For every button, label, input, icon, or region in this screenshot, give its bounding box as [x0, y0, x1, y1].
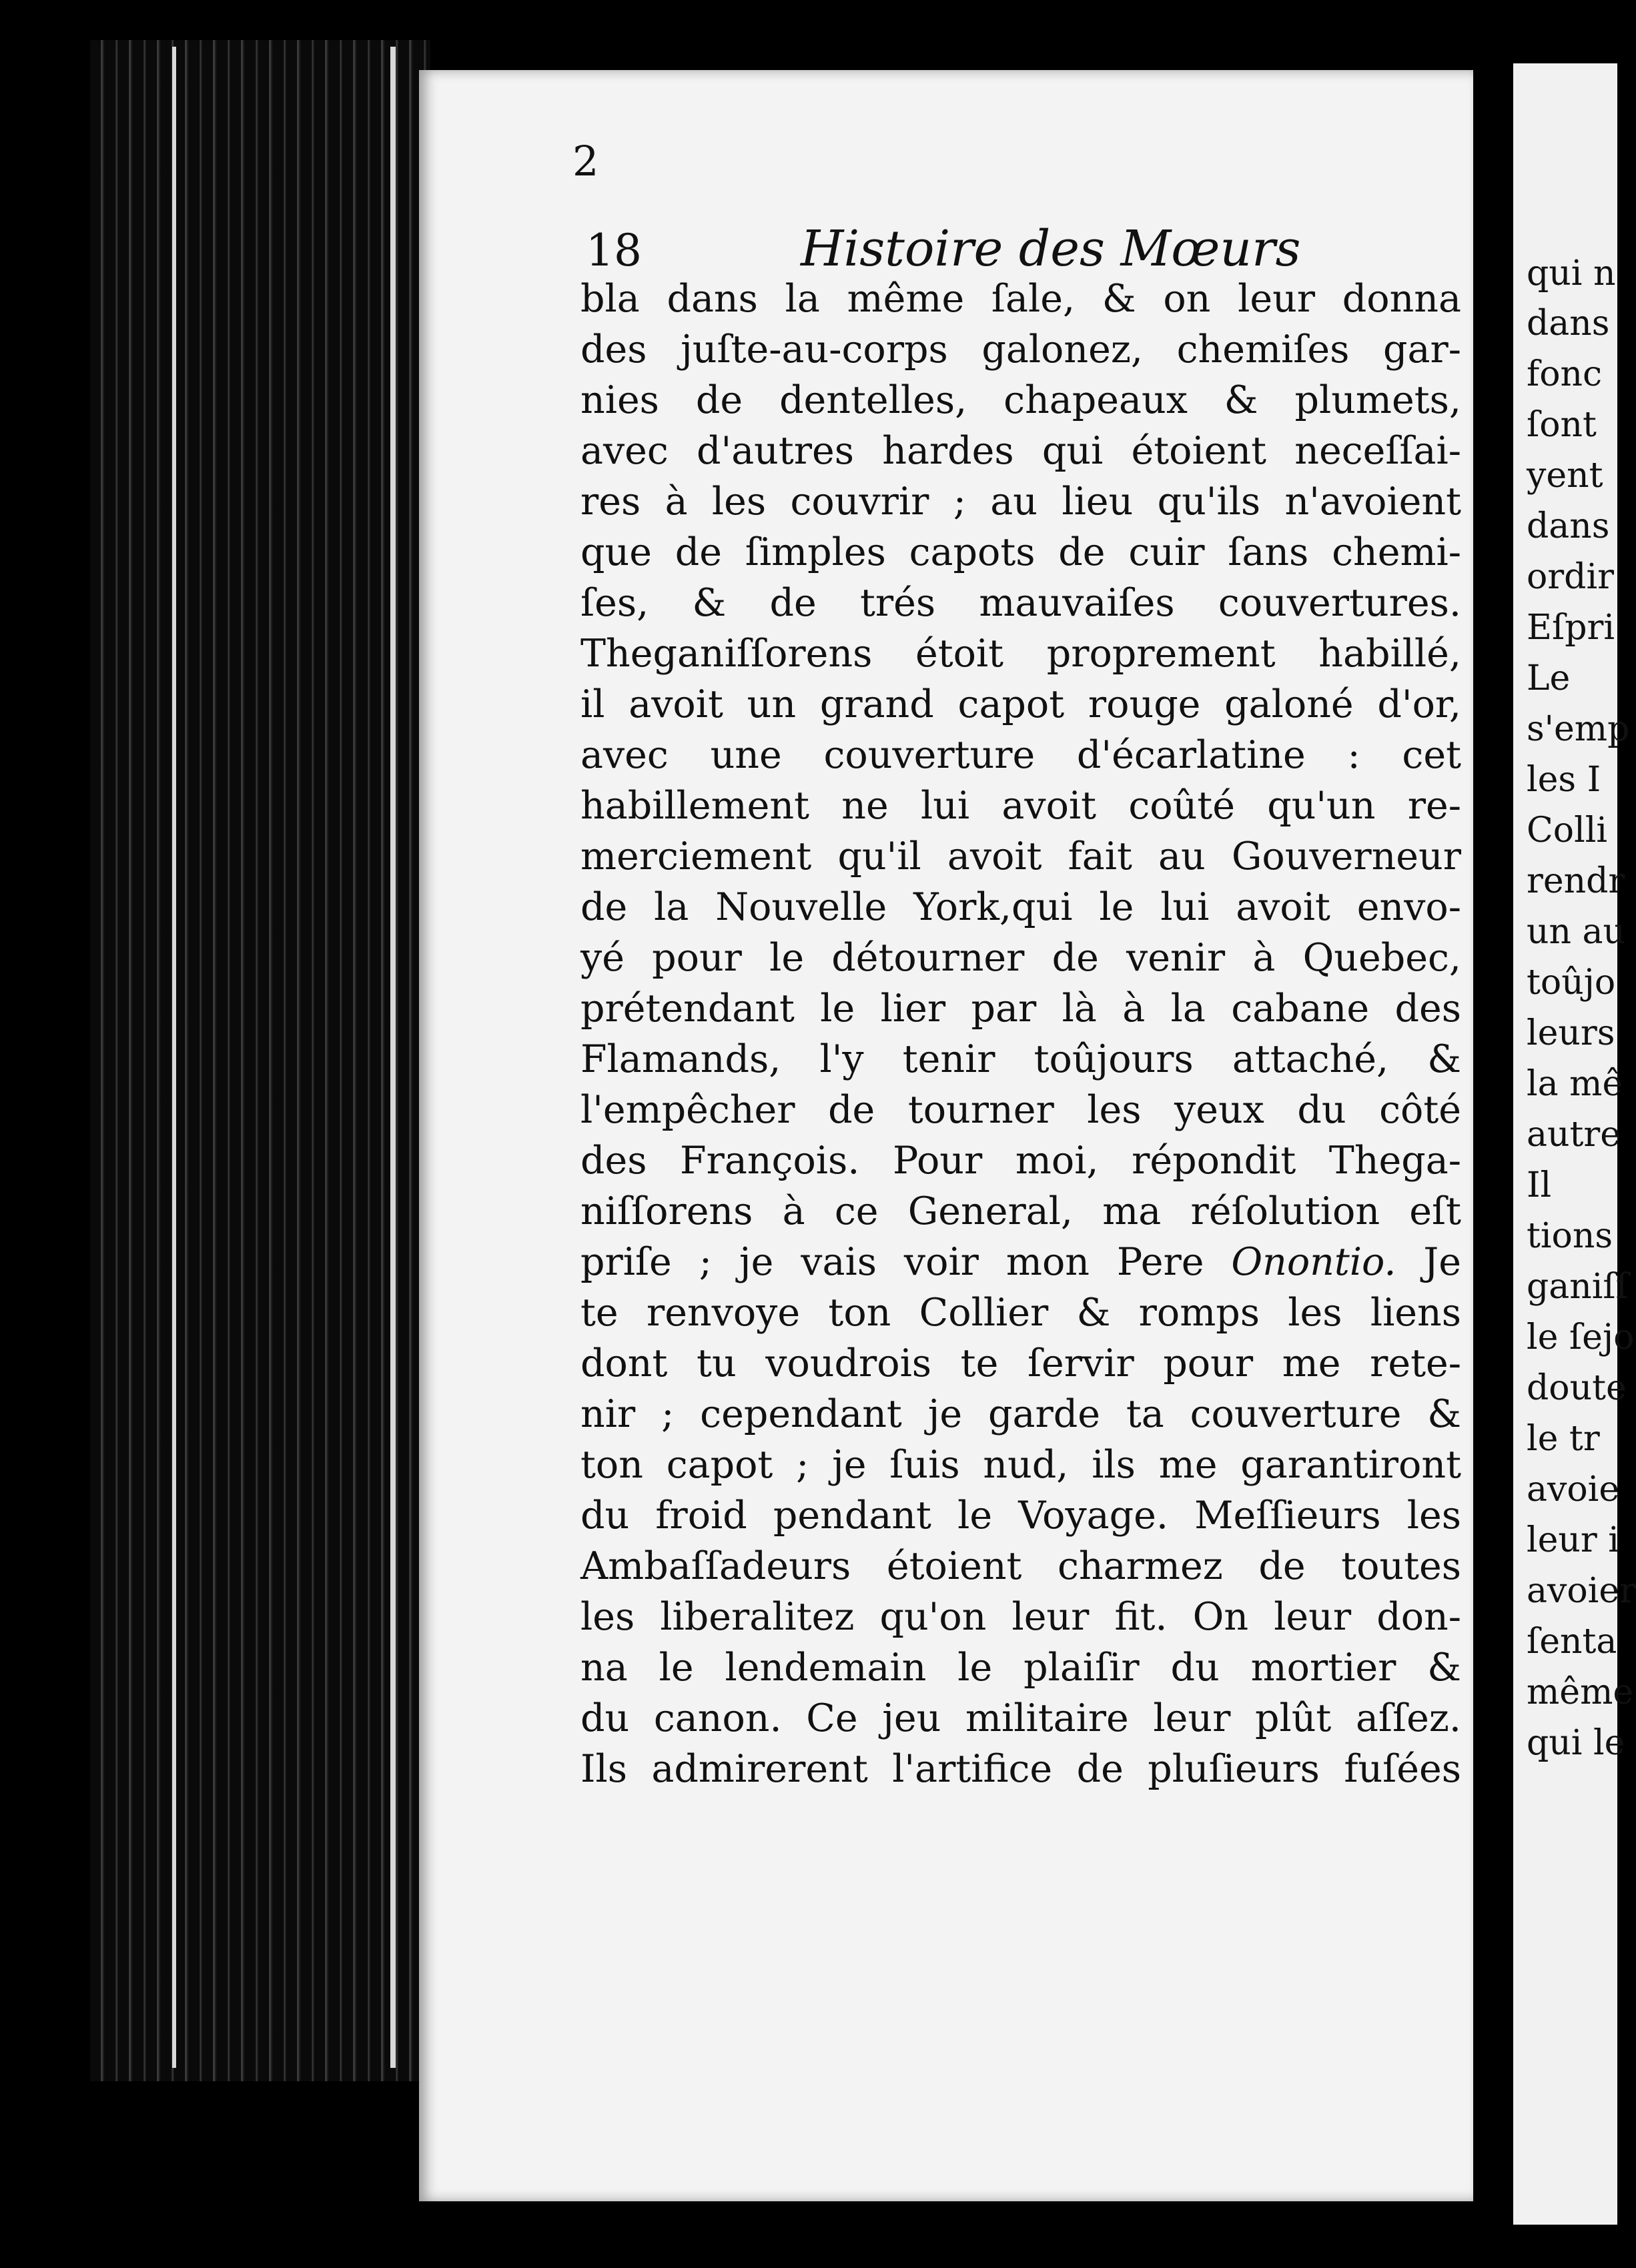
text-line: ton capot ; je ſuis nud, ils me garantiront [580, 1443, 1461, 1487]
text-line: te renvoye ton Collier & romps les liens [580, 1291, 1461, 1335]
fragment-line: qui n [1527, 253, 1616, 294]
running-head: Histoire des Mœurs [801, 220, 1301, 277]
fragment-line: ſont [1527, 405, 1597, 445]
text-line: merciement qu'il avoit fait au Gouverneur [580, 834, 1461, 879]
text-line: nies de dentelles, chapeaux & plumets, [580, 378, 1461, 422]
text-line: des François. Pour moi, répondit Thega- [580, 1139, 1461, 1183]
text-line: dont tu voudrois te ſervir pour me rete- [580, 1341, 1461, 1385]
fragment-line: rendr [1527, 861, 1625, 901]
text-line: il avoit un grand capot rouge galoné d'or, [580, 682, 1461, 726]
right-page-fragment [1513, 63, 1636, 2225]
text-line: du canon. Ce jeu militaire leur plût aſſez. [580, 1696, 1461, 1740]
text-line: Flamands, l'y tenir toûjours attaché, & [580, 1037, 1461, 1081]
page-edge-highlight [390, 47, 396, 2068]
italic-name-onontio: Onontio. [1231, 1240, 1396, 1284]
fragment-line: ganiſſ [1527, 1267, 1629, 1307]
text-line: bla dans la même ſale, & on leur donna [580, 277, 1461, 321]
fragment-line: les I [1527, 760, 1601, 800]
fragment-line: même [1527, 1672, 1634, 1712]
text-line: Ils admirerent l'artifice de pluſieurs fuſées [580, 1747, 1461, 1791]
fragment-line: yent [1527, 456, 1603, 496]
text-line: des juſte-au-corps galonez, chemiſes gar- [580, 328, 1461, 372]
fragment-line: avoie [1527, 1470, 1620, 1510]
fragment-line: toûjo [1527, 963, 1616, 1003]
fragment-line: avoier [1527, 1571, 1636, 1611]
fragment-line: ordir [1527, 557, 1614, 597]
text-line: res à les couvrir ; au lieu qu'ils n'avoient [580, 480, 1461, 524]
text-line: avec une couverture d'écarlatine : cet [580, 733, 1461, 777]
fragment-line: Colli [1527, 810, 1607, 851]
text-line: avec d'autres hardes qui étoient neceſſai- [580, 429, 1461, 473]
fragment-line: leur i [1527, 1520, 1619, 1560]
book-page-edges [90, 40, 430, 2081]
page-number: 18 [586, 225, 642, 276]
body-text [580, 273, 1461, 1794]
text-line: yé pour le détourner de venir à Quebec, [580, 936, 1461, 980]
text-line: de la Nouvelle York,qui le lui avoit envo- [580, 885, 1461, 929]
fragment-line: doute [1527, 1368, 1627, 1408]
text-line: du froid pendant le Voyage. Meſſieurs les [580, 1494, 1461, 1538]
fragment-line: fonc [1527, 354, 1603, 394]
page-edge-highlight [172, 47, 176, 2068]
text-line-with-italic [580, 1237, 1461, 1287]
text-segment: Je [1396, 1240, 1461, 1284]
fragment-line: tions [1527, 1216, 1613, 1256]
text-line: na le lendemain le plaiſir du mortier & [580, 1646, 1461, 1690]
fragment-line: la mê [1527, 1064, 1623, 1104]
text-line: ſes, & de trés mauvaiſes couvertures. [580, 581, 1461, 625]
fragment-line: leurs [1527, 1013, 1615, 1053]
text-line: Ambaſſadeurs étoient charmez de toutes [580, 1544, 1461, 1588]
fragment-line: un au [1527, 912, 1626, 952]
fragment-line: s'emp [1527, 709, 1630, 749]
text-line: Theganiſſorens étoit proprement habillé, [580, 632, 1461, 676]
signature-mark: 2 [572, 137, 599, 185]
text-line: les liberalitez qu'on leur fit. On leur don- [580, 1595, 1461, 1639]
text-line: nir ; cependant je garde ta couverture & [580, 1392, 1461, 1436]
fragment-line: ſenta [1527, 1622, 1617, 1662]
fragment-line: qui le [1527, 1723, 1625, 1763]
text-line: niſſorens à ce General, ma réſolution eſt [580, 1189, 1461, 1233]
fragment-line: Le [1527, 658, 1571, 698]
text-line: l'empêcher de tourner les yeux du côté [580, 1088, 1461, 1132]
fragment-line: Il [1527, 1165, 1552, 1205]
fragment-line: le tr [1527, 1419, 1600, 1459]
fragment-line: dans [1527, 304, 1610, 344]
text-segment: priſe ; je vais voir mon Pere [580, 1240, 1232, 1284]
fragment-line: Eſpri [1527, 608, 1615, 648]
text-line: habillement ne lui avoit coûté qu'un re- [580, 784, 1461, 828]
fragment-line: le ſejo [1527, 1317, 1635, 1357]
text-line: que de ſimples capots de cuir ſans chemi- [580, 530, 1461, 574]
fragment-line: autre [1527, 1115, 1621, 1155]
fragment-line: dans [1527, 506, 1610, 546]
text-line: prétendant le lier par là à la cabane des [580, 987, 1461, 1031]
